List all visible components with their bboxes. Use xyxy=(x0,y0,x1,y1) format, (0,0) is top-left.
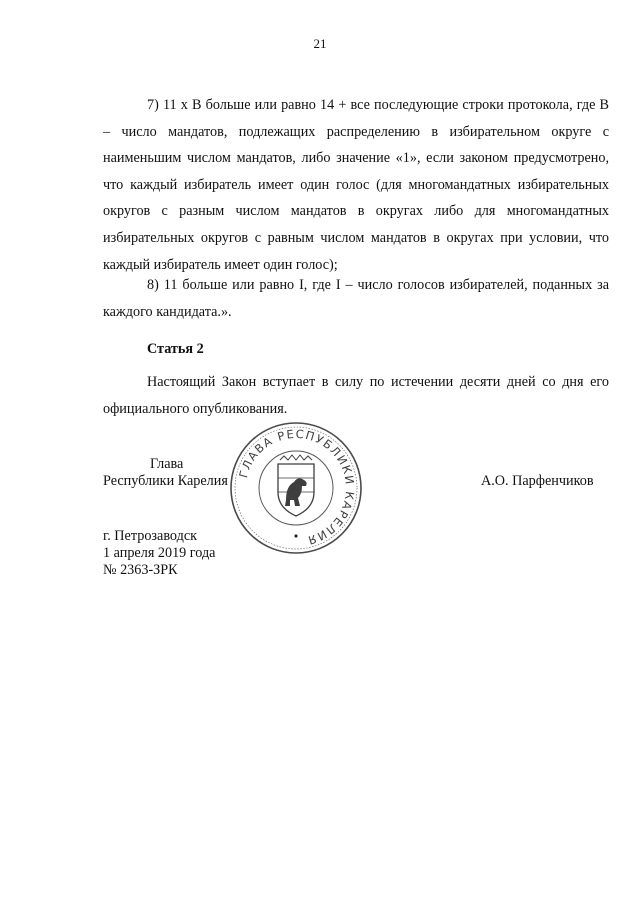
signing-date: 1 апреля 2019 года xyxy=(103,545,216,561)
body-section-items xyxy=(103,92,609,278)
body-section-item-8 xyxy=(103,272,609,325)
coat-of-arms-icon xyxy=(278,455,314,516)
law-number: № 2363-ЗРК xyxy=(103,562,178,578)
seal-ring-text: ГЛАВА РЕСПУБЛИКИ КАРЕЛИЯ xyxy=(236,426,358,548)
signature-name: А.О. Парфенчиков xyxy=(481,473,594,489)
signing-details xyxy=(103,528,215,579)
official-seal-icon xyxy=(228,420,364,556)
article-heading: Статья 2 xyxy=(147,341,204,357)
signing-city: г. Петрозаводск xyxy=(103,528,198,544)
signature-region: Республики Карелия xyxy=(103,473,228,489)
paragraph-item-8: 8) 11 больше или равно I, где I – число голосов избирателей, поданных за каждого кандидата.». xyxy=(103,277,609,320)
page-number: 21 xyxy=(313,36,327,51)
signature-title: Глава xyxy=(150,456,184,472)
body-section-article-2 xyxy=(103,369,609,422)
paragraph-item-7: 7) 11 x В больше или равно 14 + все последующие строки протокола, где В – число мандатов, подлежащих распределению в избирательном округе с наименьшим числом мандатов, либо значение «1», если законом предусмотрено, что каждый избиратель имеет один голос (для многомандатных избирательных округов с разным числом мандатов в округах либо для многомандатных избирательных округов с равным числом мандатов в округах при условии, что каждый избиратель имеет один голос); xyxy=(103,97,609,273)
paragraph-article-2: Настоящий Закон вступает в силу по истечении десяти дней со дня его официального опубликования. xyxy=(103,374,609,417)
